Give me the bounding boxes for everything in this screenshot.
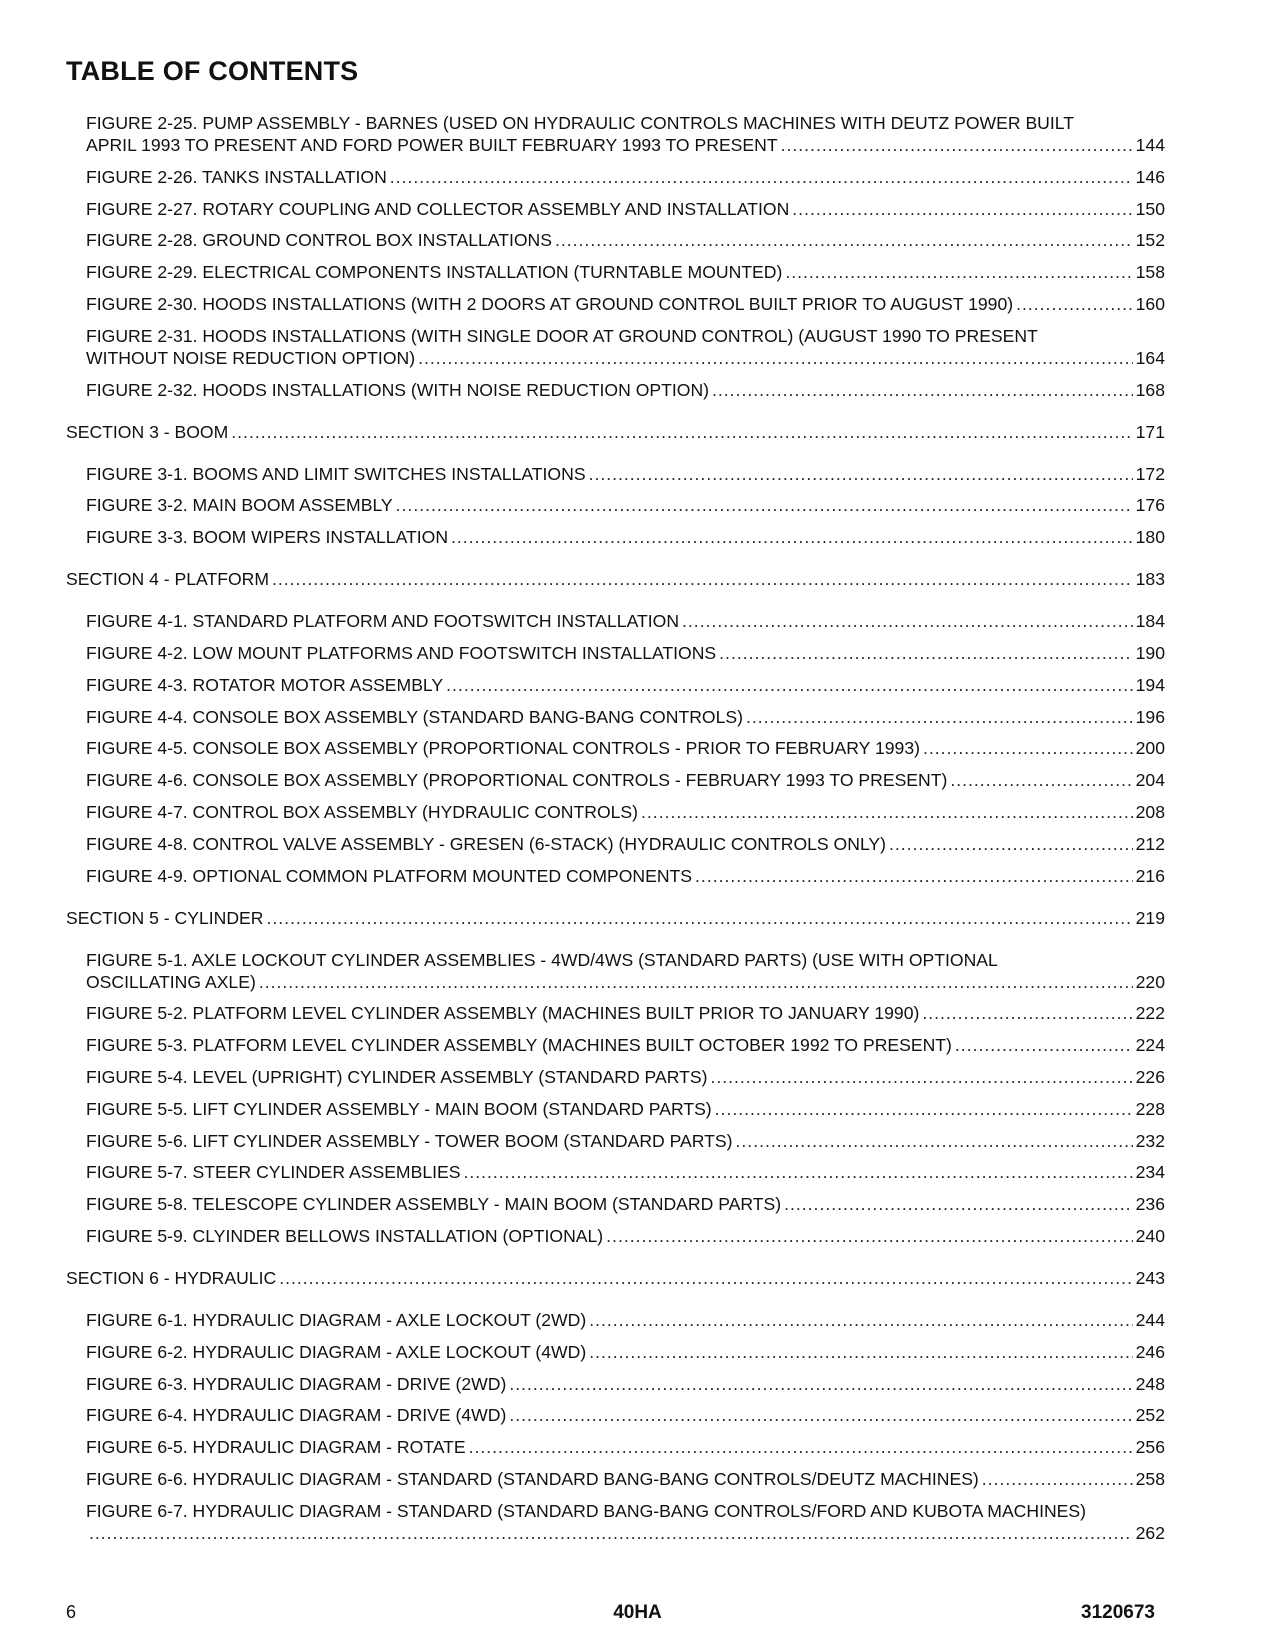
toc-entry-page-number: 256 bbox=[1135, 1437, 1165, 1458]
toc-entry-page-number: 144 bbox=[1135, 135, 1165, 155]
toc-entry-page-number: 216 bbox=[1135, 865, 1165, 886]
toc-figure-entry[interactable] bbox=[66, 325, 1165, 369]
dot-leader bbox=[889, 833, 1133, 855]
toc-entry-title: WITHOUT NOISE REDUCTION OPTION) bbox=[86, 347, 416, 368]
toc-entry-page-number: 236 bbox=[1135, 1194, 1165, 1215]
toc-figure-entry[interactable] bbox=[66, 1373, 1165, 1395]
toc-figure-entry[interactable] bbox=[66, 1130, 1165, 1152]
toc-figure-entry[interactable] bbox=[66, 229, 1165, 251]
toc-figure-entry[interactable] bbox=[66, 706, 1165, 728]
dot-leader bbox=[982, 1468, 1133, 1490]
toc-entry-page-number: 258 bbox=[1135, 1468, 1165, 1489]
toc-figure-entry[interactable] bbox=[66, 833, 1165, 855]
toc-entry-page-number: 171 bbox=[1135, 421, 1165, 442]
footer-page-number: 6 bbox=[66, 1602, 77, 1622]
toc-figure-entry[interactable] bbox=[66, 769, 1165, 791]
toc-entry-title-line: FIGURE 6-7. HYDRAULIC DIAGRAM - STANDARD (STANDARD BANG-BANG CONTROLS/FORD AND KUBOTA MACHINES) bbox=[86, 1500, 1087, 1521]
toc-entry-page-number: 224 bbox=[1135, 1035, 1165, 1056]
toc-entry-title: FIGURE 4-8. CONTROL VALVE ASSEMBLY - GRESEN (6-STACK) (HYDRAULIC CONTROLS ONLY) bbox=[86, 833, 887, 854]
dot-leader bbox=[736, 1130, 1133, 1152]
toc-entry-title: SECTION 3 - BOOM bbox=[66, 421, 229, 442]
toc-entry-title: APRIL 1993 TO PRESENT AND FORD POWER BUILT FEBRUARY 1993 TO PRESENT bbox=[86, 135, 778, 155]
dot-leader bbox=[451, 526, 1133, 548]
toc-figure-entry[interactable] bbox=[66, 1161, 1165, 1183]
dot-leader bbox=[784, 1193, 1133, 1215]
toc-entry-page-number: 252 bbox=[1135, 1405, 1165, 1426]
dot-leader bbox=[396, 494, 1133, 516]
toc-entry-page-number: 146 bbox=[1135, 166, 1165, 187]
toc-figure-entry[interactable] bbox=[66, 112, 1165, 156]
toc-entry-title: FIGURE 2-28. GROUND CONTROL BOX INSTALLATIONS bbox=[86, 230, 552, 251]
toc-figure-entry[interactable] bbox=[66, 261, 1165, 283]
toc-entry-title: FIGURE 3-3. BOOM WIPERS INSTALLATION bbox=[86, 527, 449, 548]
toc-entry-title: FIGURE 6-1. HYDRAULIC DIAGRAM - AXLE LOCKOUT (2WD) bbox=[86, 1309, 587, 1330]
dot-leader bbox=[792, 198, 1132, 220]
toc-entry-page-number: 226 bbox=[1135, 1066, 1165, 1087]
toc-entry-page-number: 190 bbox=[1135, 642, 1165, 663]
toc-entry-page-number: 176 bbox=[1135, 495, 1165, 516]
toc-entry-title: FIGURE 5-4. LEVEL (UPRIGHT) CYLINDER ASSEMBLY (STANDARD PARTS) bbox=[86, 1066, 708, 1087]
toc-entry-page-number: 212 bbox=[1135, 833, 1165, 854]
dot-leader bbox=[955, 1034, 1133, 1056]
dot-leader bbox=[509, 1373, 1132, 1395]
toc-figure-entry[interactable] bbox=[66, 1341, 1165, 1363]
toc-entry-title: FIGURE 5-8. TELESCOPE CYLINDER ASSEMBLY - MAIN BOOM (STANDARD PARTS) bbox=[86, 1194, 782, 1215]
toc-entry-title: FIGURE 4-4. CONSOLE BOX ASSEMBLY (STANDARD BANG-BANG CONTROLS) bbox=[86, 706, 743, 727]
toc-figure-entry[interactable] bbox=[66, 526, 1165, 548]
toc-entry-title: FIGURE 2-30. HOODS INSTALLATIONS (WITH 2 DOORS AT GROUND CONTROL BUILT PRIOR TO AUGUST 1990) bbox=[86, 293, 1014, 314]
toc-entry-page-number: 194 bbox=[1135, 674, 1165, 695]
toc-entry-title: FIGURE 5-7. STEER CYLINDER ASSEMBLIES bbox=[86, 1162, 461, 1183]
toc-figure-entry[interactable] bbox=[66, 1468, 1165, 1490]
toc-figure-entry[interactable] bbox=[66, 1500, 1165, 1544]
dot-leader bbox=[719, 642, 1132, 664]
dot-leader bbox=[641, 801, 1133, 823]
dot-leader bbox=[712, 379, 1133, 401]
toc-entry-page-number: 222 bbox=[1135, 1003, 1165, 1024]
dot-leader bbox=[509, 1404, 1132, 1426]
toc-entry-title: SECTION 4 - PLATFORM bbox=[66, 569, 269, 590]
toc-entry-title-line: FIGURE 2-31. HOODS INSTALLATIONS (WITH SINGLE DOOR AT GROUND CONTROL) (AUGUST 1990 TO PRESENT bbox=[86, 325, 1038, 346]
toc-entry-title: FIGURE 2-27. ROTARY COUPLING AND COLLECTOR ASSEMBLY AND INSTALLATION bbox=[86, 198, 790, 219]
toc-entry-title: FIGURE 6-5. HYDRAULIC DIAGRAM - ROTATE bbox=[86, 1437, 466, 1458]
table-of-contents bbox=[66, 112, 1165, 1554]
dot-leader bbox=[710, 1066, 1132, 1088]
dot-leader bbox=[589, 463, 1133, 485]
toc-entry-page-number: 243 bbox=[1135, 1267, 1165, 1288]
dot-leader bbox=[89, 1522, 1133, 1544]
toc-entry-page-number: 244 bbox=[1135, 1309, 1165, 1330]
toc-entry-page-number: 262 bbox=[1135, 1522, 1165, 1543]
toc-entry-page-number: 246 bbox=[1135, 1341, 1165, 1362]
toc-entry-title: FIGURE 4-7. CONTROL BOX ASSEMBLY (HYDRAULIC CONTROLS) bbox=[86, 801, 639, 822]
dot-leader bbox=[469, 1436, 1133, 1458]
toc-entry-title: FIGURE 3-1. BOOMS AND LIMIT SWITCHES INSTALLATIONS bbox=[86, 463, 586, 484]
dot-leader bbox=[715, 1098, 1133, 1120]
dot-leader bbox=[418, 347, 1133, 369]
toc-section-entry[interactable] bbox=[66, 907, 1165, 929]
dot-leader bbox=[682, 610, 1133, 632]
toc-entry-page-number: 150 bbox=[1135, 198, 1165, 219]
dot-leader bbox=[446, 674, 1132, 696]
dot-leader bbox=[922, 1002, 1132, 1024]
dot-leader bbox=[555, 229, 1133, 251]
toc-entry-page-number: 164 bbox=[1135, 347, 1165, 368]
dot-leader bbox=[589, 1309, 1132, 1331]
dot-leader bbox=[390, 166, 1133, 188]
toc-entry-title: SECTION 6 - HYDRAULIC bbox=[66, 1267, 277, 1288]
toc-entry-page-number: 160 bbox=[1135, 293, 1165, 314]
toc-figure-entry[interactable] bbox=[66, 293, 1165, 315]
toc-entry-title: FIGURE 3-2. MAIN BOOM ASSEMBLY bbox=[86, 495, 393, 516]
toc-entry-page-number: 172 bbox=[1135, 463, 1165, 484]
toc-figure-entry[interactable] bbox=[66, 379, 1165, 401]
dot-leader bbox=[272, 568, 1133, 590]
page-title: TABLE OF CONTENTS bbox=[66, 56, 359, 86]
toc-entry-title: FIGURE 6-2. HYDRAULIC DIAGRAM - AXLE LOCKOUT (4WD) bbox=[86, 1341, 587, 1362]
toc-section-entry[interactable] bbox=[66, 1267, 1165, 1289]
toc-entry-title: FIGURE 6-3. HYDRAULIC DIAGRAM - DRIVE (2WD) bbox=[86, 1373, 507, 1394]
toc-figure-entry[interactable] bbox=[66, 1309, 1165, 1331]
dot-leader bbox=[589, 1341, 1132, 1363]
toc-figure-entry[interactable] bbox=[66, 1098, 1165, 1120]
dot-leader bbox=[1016, 293, 1133, 315]
dot-leader bbox=[950, 769, 1132, 791]
toc-entry-title: FIGURE 4-5. CONSOLE BOX ASSEMBLY (PROPORTIONAL CONTROLS - PRIOR TO FEBRUARY 1993) bbox=[86, 738, 920, 759]
footer-doc-number: 3120673 bbox=[1081, 1602, 1155, 1623]
toc-figure-entry[interactable] bbox=[66, 494, 1165, 516]
toc-entry-page-number: 208 bbox=[1135, 801, 1165, 822]
footer-model: 40HA bbox=[613, 1602, 662, 1623]
toc-entry-page-number: 200 bbox=[1135, 738, 1165, 759]
toc-entry-title: SECTION 5 - CYLINDER bbox=[66, 907, 264, 928]
toc-entry-page-number: 196 bbox=[1135, 706, 1165, 727]
dot-leader bbox=[781, 134, 1133, 156]
dot-leader bbox=[606, 1225, 1132, 1247]
toc-entry-title: FIGURE 6-4. HYDRAULIC DIAGRAM - DRIVE (4WD) bbox=[86, 1405, 507, 1426]
toc-entry-title-line: FIGURE 2-25. PUMP ASSEMBLY - BARNES (USED ON HYDRAULIC CONTROLS MACHINES WITH DEUTZ POWER BUILT bbox=[86, 113, 1075, 133]
toc-entry-title: FIGURE 2-26. TANKS INSTALLATION bbox=[86, 166, 387, 187]
toc-entry-title: FIGURE 4-1. STANDARD PLATFORM AND FOOTSWITCH INSTALLATION bbox=[86, 611, 680, 632]
toc-entry-title: FIGURE 5-2. PLATFORM LEVEL CYLINDER ASSEMBLY (MACHINES BUILT PRIOR TO JANUARY 1990) bbox=[86, 1003, 920, 1024]
toc-section-entry[interactable] bbox=[66, 568, 1165, 590]
toc-figure-entry[interactable] bbox=[66, 642, 1165, 664]
toc-entry-title: FIGURE 4-3. ROTATOR MOTOR ASSEMBLY bbox=[86, 674, 444, 695]
dot-leader bbox=[463, 1161, 1132, 1183]
toc-entry-page-number: 204 bbox=[1135, 770, 1165, 791]
dot-leader bbox=[785, 261, 1132, 283]
toc-figure-entry[interactable] bbox=[66, 1002, 1165, 1024]
toc-entry-page-number: 158 bbox=[1135, 262, 1165, 283]
toc-section-entry[interactable] bbox=[66, 421, 1165, 443]
dot-leader bbox=[923, 737, 1133, 759]
toc-figure-entry[interactable] bbox=[66, 737, 1165, 759]
toc-figure-entry[interactable] bbox=[66, 865, 1165, 887]
toc-entry-page-number: 234 bbox=[1135, 1162, 1165, 1183]
toc-figure-entry[interactable] bbox=[66, 1193, 1165, 1215]
toc-entry-page-number: 180 bbox=[1135, 527, 1165, 548]
toc-figure-entry[interactable] bbox=[66, 166, 1165, 188]
toc-entry-page-number: 220 bbox=[1135, 971, 1165, 992]
toc-entry-page-number: 219 bbox=[1135, 907, 1165, 928]
toc-figure-entry[interactable] bbox=[66, 610, 1165, 632]
toc-entry-page-number: 184 bbox=[1135, 611, 1165, 632]
toc-figure-entry[interactable] bbox=[66, 1066, 1165, 1088]
dot-leader bbox=[279, 1267, 1132, 1289]
toc-entry-page-number: 248 bbox=[1135, 1373, 1165, 1394]
toc-entry-title: OSCILLATING AXLE) bbox=[86, 971, 256, 992]
toc-figure-entry[interactable] bbox=[66, 674, 1165, 696]
toc-entry-title: FIGURE 6-6. HYDRAULIC DIAGRAM - STANDARD (STANDARD BANG-BANG CONTROLS/DEUTZ MACHINES) bbox=[86, 1468, 979, 1489]
toc-figure-entry[interactable] bbox=[66, 463, 1165, 485]
toc-entry-page-number: 232 bbox=[1135, 1130, 1165, 1151]
toc-entry-page-number: 240 bbox=[1135, 1225, 1165, 1246]
toc-entry-page-number: 168 bbox=[1135, 379, 1165, 400]
toc-entry-title: FIGURE 2-29. ELECTRICAL COMPONENTS INSTALLATION (TURNTABLE MOUNTED) bbox=[86, 262, 783, 283]
toc-figure-entry[interactable] bbox=[66, 198, 1165, 220]
toc-entry-title: FIGURE 2-32. HOODS INSTALLATIONS (WITH NOISE REDUCTION OPTION) bbox=[86, 379, 710, 400]
toc-entry-title: FIGURE 4-6. CONSOLE BOX ASSEMBLY (PROPORTIONAL CONTROLS - FEBRUARY 1993 TO PRESENT) bbox=[86, 770, 948, 791]
toc-entry-title: FIGURE 5-3. PLATFORM LEVEL CYLINDER ASSEMBLY (MACHINES BUILT OCTOBER 1992 TO PRESENT) bbox=[86, 1035, 952, 1056]
dot-leader bbox=[259, 971, 1133, 993]
toc-entry-title: FIGURE 5-9. CLYINDER BELLOWS INSTALLATION (OPTIONAL) bbox=[86, 1225, 604, 1246]
toc-figure-entry[interactable] bbox=[66, 949, 1165, 993]
toc-figure-entry[interactable] bbox=[66, 1034, 1165, 1056]
toc-entry-title: FIGURE 4-2. LOW MOUNT PLATFORMS AND FOOTSWITCH INSTALLATIONS bbox=[86, 642, 717, 663]
toc-figure-entry[interactable] bbox=[66, 801, 1165, 823]
toc-entry-title: FIGURE 4-9. OPTIONAL COMMON PLATFORM MOUNTED COMPONENTS bbox=[86, 865, 693, 886]
dot-leader bbox=[231, 421, 1132, 443]
toc-entry-page-number: 152 bbox=[1135, 230, 1165, 251]
toc-figure-entry[interactable] bbox=[66, 1404, 1165, 1426]
dot-leader bbox=[746, 706, 1133, 728]
toc-entry-title-line: FIGURE 5-1. AXLE LOCKOUT CYLINDER ASSEMBLIES - 4WD/4WS (STANDARD PARTS) (USE WITH OPTIONAL bbox=[86, 949, 998, 970]
toc-entry-title: FIGURE 5-6. LIFT CYLINDER ASSEMBLY - TOWER BOOM (STANDARD PARTS) bbox=[86, 1130, 733, 1151]
dot-leader bbox=[695, 865, 1133, 887]
toc-entry-page-number: 183 bbox=[1135, 569, 1165, 590]
toc-figure-entry[interactable] bbox=[66, 1225, 1165, 1247]
toc-entry-title: FIGURE 5-5. LIFT CYLINDER ASSEMBLY - MAIN BOOM (STANDARD PARTS) bbox=[86, 1098, 712, 1119]
toc-entry-page-number: 228 bbox=[1135, 1098, 1165, 1119]
dot-leader bbox=[266, 907, 1132, 929]
toc-figure-entry[interactable] bbox=[66, 1436, 1165, 1458]
